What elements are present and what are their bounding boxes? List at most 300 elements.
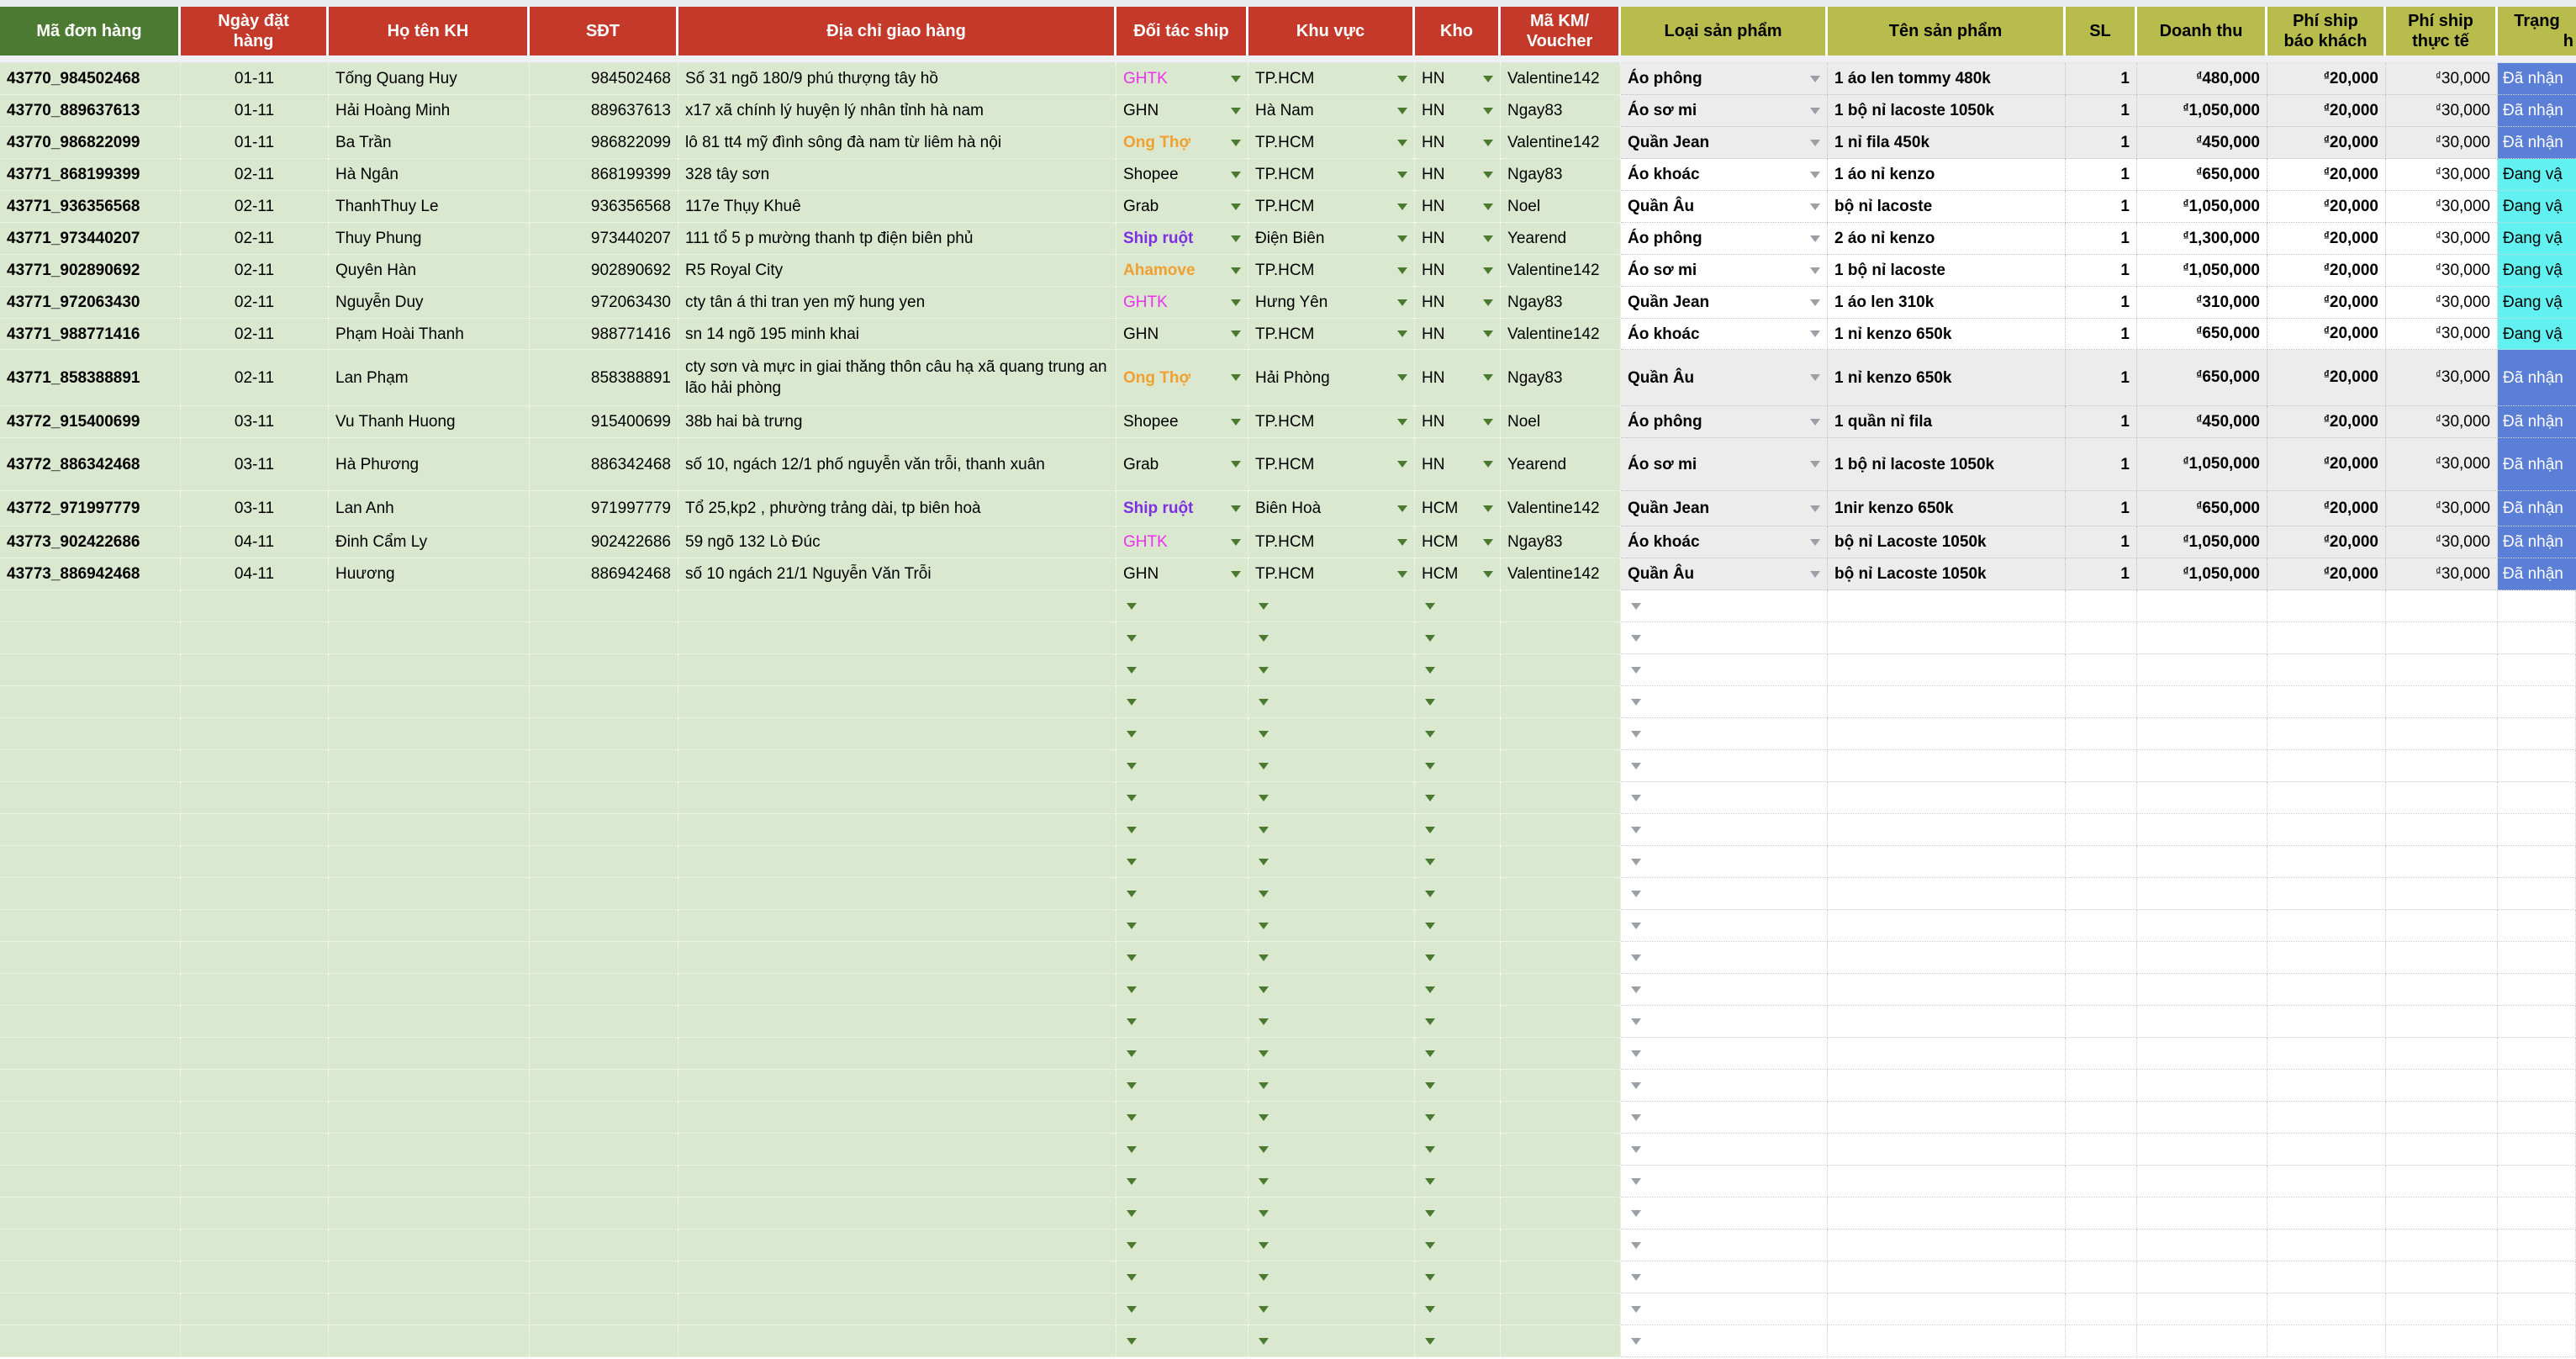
empty-cell[interactable] [530,1166,678,1198]
empty-cell[interactable] [329,1070,530,1102]
empty-cell[interactable] [1116,1229,1248,1261]
cell-phone[interactable] [530,159,678,191]
cell-phone[interactable] [530,526,678,558]
cell-product[interactable] [1828,319,2066,350]
empty-cell[interactable] [1415,878,1501,910]
empty-cell[interactable] [0,1134,181,1166]
empty-cell[interactable] [1248,1038,1415,1070]
empty-cell[interactable] [530,622,678,654]
empty-cell[interactable] [0,1293,181,1325]
cell-status[interactable] [2498,191,2576,223]
cell-kho[interactable] [1415,255,1501,287]
cell-id[interactable] [0,223,181,255]
dropdown-arrow-icon[interactable] [1397,419,1407,426]
empty-cell[interactable] [0,1166,181,1198]
cell-fee-actual[interactable] [2386,526,2498,558]
empty-cell[interactable] [2137,910,2267,942]
cell-region[interactable] [1248,406,1415,438]
cell-fee-actual[interactable] [2386,223,2498,255]
cell-qty[interactable] [2066,406,2137,438]
empty-cell[interactable] [181,1229,329,1261]
dropdown-arrow-icon[interactable] [1397,267,1407,274]
dropdown-arrow-icon[interactable] [1810,539,1820,546]
dropdown-arrow-icon[interactable] [1397,539,1407,546]
dropdown-arrow-icon[interactable] [1397,76,1407,82]
empty-cell[interactable] [2386,1102,2498,1134]
cell-fee-actual[interactable] [2386,491,2498,526]
cell-id[interactable] [0,526,181,558]
cell-name[interactable] [329,350,530,406]
cell-revenue[interactable] [2137,63,2267,95]
empty-cell[interactable] [2386,910,2498,942]
empty-cell[interactable] [530,718,678,750]
empty-cell[interactable] [1501,718,1621,750]
dropdown-arrow-icon[interactable] [1259,699,1269,706]
empty-cell[interactable] [1621,1325,1828,1357]
empty-cell[interactable] [329,1293,530,1325]
cell-id[interactable] [0,319,181,350]
dropdown-arrow-icon[interactable] [1631,954,1641,961]
empty-cell[interactable] [1116,1293,1248,1325]
dropdown-arrow-icon[interactable] [1127,891,1137,897]
empty-cell[interactable] [678,974,1116,1006]
dropdown-arrow-icon[interactable] [1631,1242,1641,1249]
empty-cell[interactable] [329,878,530,910]
empty-cell[interactable] [2386,1038,2498,1070]
empty-cell[interactable] [329,1325,530,1357]
cell-kho[interactable] [1415,191,1501,223]
empty-cell[interactable] [0,910,181,942]
dropdown-arrow-icon[interactable] [1810,571,1820,578]
empty-cell[interactable] [1248,750,1415,782]
cell-region[interactable] [1248,63,1415,95]
cell-phone[interactable] [530,558,678,590]
dropdown-arrow-icon[interactable] [1127,603,1137,610]
empty-cell[interactable] [0,814,181,846]
cell-phone[interactable] [530,406,678,438]
empty-cell[interactable] [1621,974,1828,1006]
empty-cell[interactable] [0,622,181,654]
empty-cell[interactable] [329,750,530,782]
empty-cell[interactable] [1415,622,1501,654]
cell-name[interactable] [329,287,530,319]
empty-cell[interactable] [1501,1198,1621,1229]
empty-cell[interactable] [1415,1006,1501,1038]
dropdown-arrow-icon[interactable] [1231,108,1241,114]
empty-cell[interactable] [1415,974,1501,1006]
empty-cell[interactable] [1828,782,2066,814]
cell-category[interactable] [1621,350,1828,406]
empty-cell[interactable] [2066,878,2137,910]
dropdown-arrow-icon[interactable] [1259,1050,1269,1057]
cell-ship[interactable] [1116,526,1248,558]
empty-cell[interactable] [2386,782,2498,814]
dropdown-arrow-icon[interactable] [1810,172,1820,178]
cell-category[interactable] [1621,319,1828,350]
empty-cell[interactable] [1621,750,1828,782]
empty-cell[interactable] [1501,974,1621,1006]
empty-cell[interactable] [678,686,1116,718]
empty-cell[interactable] [2066,1293,2137,1325]
cell-product[interactable] [1828,159,2066,191]
empty-cell[interactable] [0,1006,181,1038]
cell-ship[interactable] [1116,406,1248,438]
empty-cell[interactable] [530,1038,678,1070]
dropdown-arrow-icon[interactable] [1259,1274,1269,1281]
dropdown-arrow-icon[interactable] [1425,1018,1435,1025]
empty-cell[interactable] [1248,718,1415,750]
cell-name[interactable] [329,406,530,438]
empty-cell[interactable] [1248,1198,1415,1229]
dropdown-arrow-icon[interactable] [1127,1082,1137,1089]
empty-cell[interactable] [530,942,678,974]
dropdown-arrow-icon[interactable] [1259,795,1269,801]
dropdown-arrow-icon[interactable] [1810,330,1820,337]
dropdown-arrow-icon[interactable] [1631,891,1641,897]
cell-ship[interactable] [1116,191,1248,223]
cell-id[interactable] [0,491,181,526]
empty-cell[interactable] [1248,1325,1415,1357]
empty-cell[interactable] [1828,1325,2066,1357]
empty-cell[interactable] [1116,1325,1248,1357]
dropdown-arrow-icon[interactable] [1259,1114,1269,1121]
empty-cell[interactable] [1501,1038,1621,1070]
empty-cell[interactable] [1501,814,1621,846]
empty-cell[interactable] [181,1070,329,1102]
cell-fee-actual[interactable] [2386,159,2498,191]
empty-cell[interactable] [1828,686,2066,718]
empty-cell[interactable] [678,1198,1116,1229]
empty-cell[interactable] [1415,1166,1501,1198]
cell-fee-actual[interactable] [2386,127,2498,159]
empty-cell[interactable] [2498,782,2576,814]
empty-cell[interactable] [2498,590,2576,622]
column-header-ma-km-voucher[interactable]: Mã KM/ Voucher [1501,7,1621,56]
empty-cell[interactable] [1415,750,1501,782]
empty-cell[interactable] [530,1006,678,1038]
cell-date[interactable] [181,255,329,287]
cell-category[interactable] [1621,159,1828,191]
empty-cell[interactable] [2066,1166,2137,1198]
empty-cell[interactable] [2267,654,2386,686]
dropdown-arrow-icon[interactable] [1425,763,1435,769]
cell-fee-actual[interactable] [2386,255,2498,287]
empty-cell[interactable] [2267,1229,2386,1261]
dropdown-arrow-icon[interactable] [1231,235,1241,242]
empty-cell[interactable] [530,686,678,718]
empty-cell[interactable] [1621,1134,1828,1166]
empty-cell[interactable] [2498,974,2576,1006]
cell-fee-customer[interactable] [2267,95,2386,127]
empty-cell[interactable] [1116,1261,1248,1293]
empty-cell[interactable] [2066,1325,2137,1357]
dropdown-arrow-icon[interactable] [1127,1210,1137,1217]
empty-cell[interactable] [181,846,329,878]
cell-ship[interactable] [1116,127,1248,159]
dropdown-arrow-icon[interactable] [1483,374,1493,381]
dropdown-arrow-icon[interactable] [1259,635,1269,642]
column-header-ten-san-pham[interactable]: Tên sản phẩm [1828,7,2066,56]
dropdown-arrow-icon[interactable] [1631,1146,1641,1153]
empty-cell[interactable] [1501,1229,1621,1261]
empty-cell[interactable] [2137,654,2267,686]
dropdown-arrow-icon[interactable] [1259,1210,1269,1217]
cell-address[interactable] [678,438,1116,491]
empty-cell[interactable] [1621,878,1828,910]
empty-cell[interactable] [2498,1038,2576,1070]
empty-cell[interactable] [0,1325,181,1357]
dropdown-arrow-icon[interactable] [1631,923,1641,929]
dropdown-arrow-icon[interactable] [1397,108,1407,114]
empty-cell[interactable] [1116,1134,1248,1166]
dropdown-arrow-icon[interactable] [1231,505,1241,512]
cell-ship[interactable] [1116,491,1248,526]
empty-cell[interactable] [2066,1229,2137,1261]
empty-cell[interactable] [2386,846,2498,878]
empty-cell[interactable] [2386,1070,2498,1102]
cell-product[interactable] [1828,127,2066,159]
dropdown-arrow-icon[interactable] [1259,891,1269,897]
cell-ship[interactable] [1116,159,1248,191]
dropdown-arrow-icon[interactable] [1631,1082,1641,1089]
cell-phone[interactable] [530,319,678,350]
cell-region[interactable] [1248,95,1415,127]
empty-cell[interactable] [1828,590,2066,622]
cell-voucher[interactable] [1501,406,1621,438]
empty-cell[interactable] [678,622,1116,654]
cell-phone[interactable] [530,255,678,287]
empty-cell[interactable] [2066,942,2137,974]
empty-cell[interactable] [2137,974,2267,1006]
empty-cell[interactable] [329,654,530,686]
cell-name[interactable] [329,526,530,558]
cell-qty[interactable] [2066,63,2137,95]
empty-cell[interactable] [1116,654,1248,686]
empty-cell[interactable] [530,846,678,878]
empty-cell[interactable] [530,974,678,1006]
cell-name[interactable] [329,95,530,127]
empty-cell[interactable] [329,1134,530,1166]
empty-cell[interactable] [329,590,530,622]
empty-cell[interactable] [2137,782,2267,814]
empty-cell[interactable] [1828,942,2066,974]
empty-cell[interactable] [329,1166,530,1198]
cell-revenue[interactable] [2137,191,2267,223]
dropdown-arrow-icon[interactable] [1231,172,1241,178]
empty-cell[interactable] [1621,814,1828,846]
cell-phone[interactable] [530,438,678,491]
cell-phone[interactable] [530,491,678,526]
cell-address[interactable] [678,95,1116,127]
cell-voucher[interactable] [1501,159,1621,191]
empty-cell[interactable] [1621,1166,1828,1198]
empty-cell[interactable] [1501,622,1621,654]
dropdown-arrow-icon[interactable] [1425,1274,1435,1281]
empty-cell[interactable] [181,1261,329,1293]
dropdown-arrow-icon[interactable] [1397,235,1407,242]
cell-voucher[interactable] [1501,438,1621,491]
cell-address[interactable] [678,406,1116,438]
empty-cell[interactable] [2137,1325,2267,1357]
empty-cell[interactable] [329,1006,530,1038]
cell-name[interactable] [329,255,530,287]
empty-cell[interactable] [181,718,329,750]
empty-cell[interactable] [329,1261,530,1293]
empty-cell[interactable] [2137,1070,2267,1102]
empty-cell[interactable] [2386,1229,2498,1261]
empty-cell[interactable] [678,846,1116,878]
empty-cell[interactable] [1828,1070,2066,1102]
empty-cell[interactable] [1116,590,1248,622]
cell-region[interactable] [1248,223,1415,255]
empty-cell[interactable] [0,654,181,686]
empty-cell[interactable] [1501,782,1621,814]
empty-cell[interactable] [678,782,1116,814]
empty-cell[interactable] [2137,718,2267,750]
empty-cell[interactable] [329,622,530,654]
cell-region[interactable] [1248,558,1415,590]
empty-cell[interactable] [1415,942,1501,974]
cell-date[interactable] [181,438,329,491]
cell-address[interactable] [678,558,1116,590]
empty-cell[interactable] [1501,910,1621,942]
dropdown-arrow-icon[interactable] [1127,1274,1137,1281]
cell-category[interactable] [1621,526,1828,558]
cell-category[interactable] [1621,558,1828,590]
cell-status[interactable] [2498,438,2576,491]
cell-fee-actual[interactable] [2386,406,2498,438]
dropdown-arrow-icon[interactable] [1231,299,1241,306]
dropdown-arrow-icon[interactable] [1631,795,1641,801]
cell-date[interactable] [181,95,329,127]
dropdown-arrow-icon[interactable] [1631,1338,1641,1345]
cell-qty[interactable] [2066,350,2137,406]
cell-kho[interactable] [1415,406,1501,438]
empty-cell[interactable] [1621,1038,1828,1070]
empty-cell[interactable] [2267,846,2386,878]
cell-date[interactable] [181,526,329,558]
dropdown-arrow-icon[interactable] [1259,1242,1269,1249]
cell-revenue[interactable] [2137,438,2267,491]
cell-revenue[interactable] [2137,159,2267,191]
column-header-ngay-dat-hang[interactable]: Ngày đặt hàng [181,7,329,56]
empty-cell[interactable] [530,590,678,622]
cell-qty[interactable] [2066,438,2137,491]
cell-phone[interactable] [530,191,678,223]
empty-cell[interactable] [2386,878,2498,910]
empty-cell[interactable] [1501,1325,1621,1357]
cell-revenue[interactable] [2137,95,2267,127]
empty-cell[interactable] [1116,718,1248,750]
empty-cell[interactable] [1415,910,1501,942]
dropdown-arrow-icon[interactable] [1425,795,1435,801]
cell-status[interactable] [2498,127,2576,159]
empty-cell[interactable] [2267,686,2386,718]
empty-cell[interactable] [1621,846,1828,878]
dropdown-arrow-icon[interactable] [1810,235,1820,242]
empty-cell[interactable] [678,942,1116,974]
empty-cell[interactable] [1116,878,1248,910]
dropdown-arrow-icon[interactable] [1631,1050,1641,1057]
empty-cell[interactable] [2066,910,2137,942]
dropdown-arrow-icon[interactable] [1231,267,1241,274]
column-header-doanh-thu[interactable]: Doanh thu [2137,7,2267,56]
empty-cell[interactable] [1116,622,1248,654]
empty-cell[interactable] [1501,1293,1621,1325]
empty-cell[interactable] [1248,1134,1415,1166]
empty-cell[interactable] [2137,686,2267,718]
empty-cell[interactable] [181,1038,329,1070]
empty-cell[interactable] [1415,1261,1501,1293]
cell-voucher[interactable] [1501,287,1621,319]
dropdown-arrow-icon[interactable] [1231,374,1241,381]
dropdown-arrow-icon[interactable] [1483,235,1493,242]
empty-cell[interactable] [2386,1198,2498,1229]
empty-cell[interactable] [1415,846,1501,878]
empty-cell[interactable] [2066,1006,2137,1038]
empty-cell[interactable] [329,846,530,878]
cell-status[interactable] [2498,319,2576,350]
empty-cell[interactable] [2386,1293,2498,1325]
empty-cell[interactable] [678,1134,1116,1166]
dropdown-arrow-icon[interactable] [1483,419,1493,426]
empty-cell[interactable] [2386,622,2498,654]
empty-cell[interactable] [0,1229,181,1261]
empty-cell[interactable] [1621,1102,1828,1134]
empty-cell[interactable] [2498,622,2576,654]
cell-kho[interactable] [1415,127,1501,159]
dropdown-arrow-icon[interactable] [1259,1146,1269,1153]
empty-cell[interactable] [1415,1198,1501,1229]
empty-cell[interactable] [329,974,530,1006]
empty-cell[interactable] [2267,1102,2386,1134]
cell-voucher[interactable] [1501,191,1621,223]
empty-cell[interactable] [1248,782,1415,814]
dropdown-arrow-icon[interactable] [1259,954,1269,961]
empty-cell[interactable] [1248,622,1415,654]
empty-cell[interactable] [1828,878,2066,910]
empty-cell[interactable] [2137,1166,2267,1198]
cell-qty[interactable] [2066,491,2137,526]
empty-cell[interactable] [2498,878,2576,910]
empty-cell[interactable] [2386,942,2498,974]
dropdown-arrow-icon[interactable] [1810,461,1820,468]
dropdown-arrow-icon[interactable] [1259,923,1269,929]
dropdown-arrow-icon[interactable] [1397,374,1407,381]
cell-status[interactable] [2498,406,2576,438]
empty-cell[interactable] [1116,1006,1248,1038]
dropdown-arrow-icon[interactable] [1483,539,1493,546]
cell-name[interactable] [329,223,530,255]
empty-cell[interactable] [2386,750,2498,782]
empty-cell[interactable] [1116,686,1248,718]
empty-cell[interactable] [2066,718,2137,750]
dropdown-arrow-icon[interactable] [1631,763,1641,769]
cell-date[interactable] [181,223,329,255]
cell-qty[interactable] [2066,558,2137,590]
cell-address[interactable] [678,255,1116,287]
cell-kho[interactable] [1415,558,1501,590]
cell-id[interactable] [0,159,181,191]
cell-region[interactable] [1248,127,1415,159]
dropdown-arrow-icon[interactable] [1231,76,1241,82]
cell-date[interactable] [181,558,329,590]
dropdown-arrow-icon[interactable] [1231,204,1241,210]
empty-cell[interactable] [530,782,678,814]
empty-cell[interactable] [181,878,329,910]
column-header-kho[interactable]: Kho [1415,7,1501,56]
empty-cell[interactable] [2066,622,2137,654]
